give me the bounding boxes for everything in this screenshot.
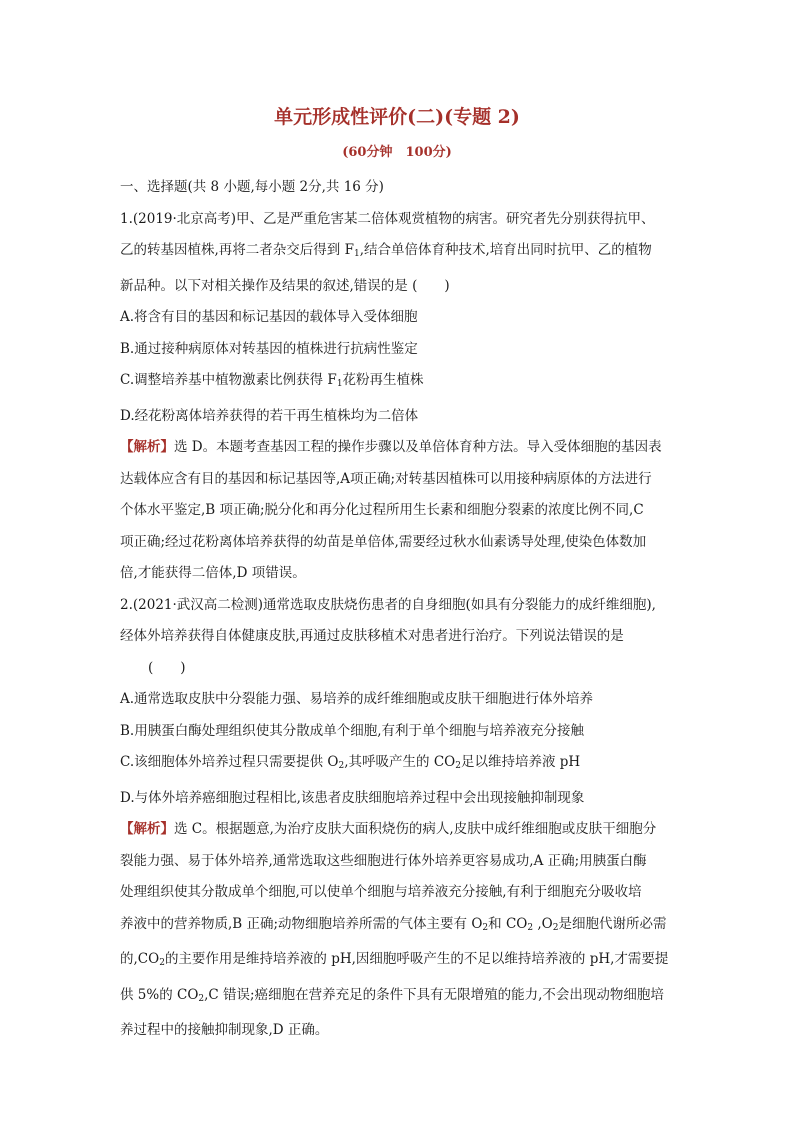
question-1	[120, 204, 688, 590]
question-text: 新品种。以下对相关操作及结果的叙述,错误的是 ( )	[120, 277, 450, 294]
option-a: A.将含有目的基因和标记基因的载体导入受体细胞	[120, 309, 418, 325]
option-c: C.调整培养基中植物激素比例获得 $F_1$花粉再生植株	[120, 372, 424, 389]
answer-tag: 【解析】	[120, 821, 174, 837]
document-body	[120, 172, 688, 1047]
option-b: B.通过接种病原体对转基因的植株进行抗病性鉴定	[120, 340, 418, 357]
question-text: 1.(2019·北京高考)甲、乙是严重危害某二倍体观赏植物的病害。研究者先分别获得抗甲、	[120, 210, 655, 227]
question-text: 经体外培养获得自体健康皮肤,再通过皮肤移植术对患者进行治疗。下列说法错误的是	[120, 628, 624, 644]
answer-explanation: 【解析】选 C。根据题意,为治疗皮肤大面积烧伤的病人,皮肤中成纤维细胞或皮肤干细胞分 裂能力强、易于体外培养,通常选取这些细胞进行体外培养更容易成功,A 正确;用胰蛋白酶 处理组织使其分散成单个细胞,可以使单个细胞与培养液充分接触,有利于细胞充分吸收培 养液中的营养物质,B 正确;动物细胞培养所需的气体主要有 $O_2$和 $CO_2$ $,O_2$是细胞代谢所必需 的$,CO_2$的主要作用是维持培养液的 pH,因细胞呼吸产生的不足以维持培养液的 pH,才需要提 供 5%的 $CO_2,C$ 错误;癌细胞在营养充足的条件下具有无限增殖的能力,不会出现动物细胞培 养过程中的接触抑制现象,D 正确。	[120, 821, 669, 1038]
question-text: 2.(2021·武汉高二检测)通常选取皮肤烧伤患者的自身细胞(如具有分裂能力的成纤维细胞),	[120, 596, 656, 613]
option-c: C.该细胞体外培养过程只需要提供 $O_2$,其呼吸产生的 $CO_2$足以维持培养液 pH	[120, 754, 581, 771]
option-b: B.用胰蛋白酶处理组织使其分散成单个细胞,有利于单个细胞与培养液充分接触	[120, 722, 585, 739]
question-text: ( )	[148, 659, 186, 676]
question-text: 乙的转基因植株,再将二者杂交后得到 $F_1$,结合单倍体育种技术,培育出同时抗甲、乙的植物	[120, 242, 652, 259]
page-subtitle: (60分钟 100分)	[342, 145, 452, 160]
option-d: D.与体外培养癌细胞过程相比,该患者皮肤细胞培养过程中会出现接触抑制现象	[120, 789, 585, 806]
answer-explanation: 【解析】选 D。本题考查基因工程的操作步骤以及单倍体育种方法。导入受体细胞的基因表 达载体应含有目的基因和标记基因等,A项正确;对转基因植株可以用接种病原体的方法进行 个体水平鉴定,B 项正确;脱分化和再分化过程所用生长素和细胞分裂素的浓度比例不同,C 项正确;经过花粉离体培养获得的幼苗是单倍体,需要经过秋水仙素诱导处理,使染色体数加 倍,才能获得二倍体,D 项错误。	[120, 439, 662, 581]
question-2	[120, 590, 688, 1047]
page-title: 单元形成性评价(二)(专题 2)	[274, 106, 520, 128]
option-a: A.通常选取皮肤中分裂能力强、易培养的成纤维细胞或皮肤干细胞进行体外培养	[120, 691, 594, 707]
option-d: D.经花粉离体培养获得的若干再生植株均为二倍体	[120, 407, 419, 424]
answer-tag: 【解析】	[120, 439, 174, 455]
section-heading: 一、选择题(共 8 小题,每小题 2分,共 16 分)	[120, 179, 384, 195]
